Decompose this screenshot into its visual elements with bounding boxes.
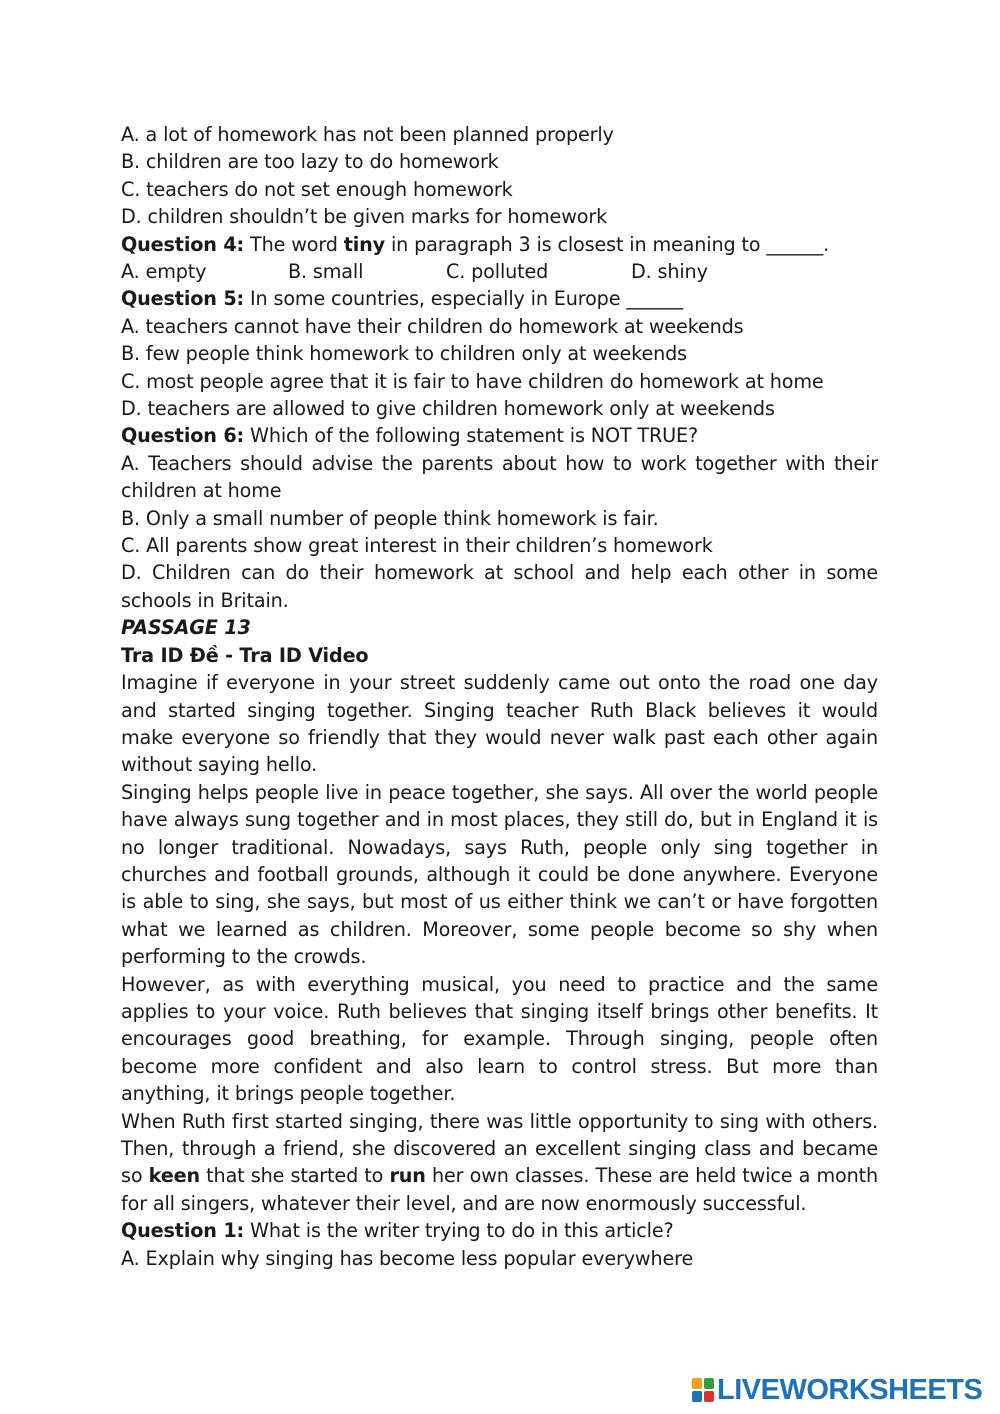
question-4-label: Question 4: [121,232,245,256]
passage-id-line[interactable] [121,642,878,669]
passage-13-question-1-label: Question 1: [121,1219,245,1243]
question-6 [121,422,878,449]
q6-option-d: D. Children can do their homework at school and help each other in some schools in Britain. [121,561,878,612]
q6-option-b: B. Only a small number of people think homework is fair. [121,506,659,530]
question-5 [121,285,878,312]
logo-square-2 [704,1378,714,1389]
worksheet-page [121,121,878,1272]
passage-paragraph-2: Singing helps people live in peace together, she says. All over the world people have always sung together and in most places, they still do, but in England it is no longer traditional. Nowadays, says Ruth, people only sing together in churches and football grounds, although it could be done anywhere. Everyone is able to sing, she says, but most of us either think we can’t or have forgotten what we learned as children. Moreover, some people become so shy when performing to the crowds. [121,780,878,969]
question-4-text-after: in paragraph 3 is closest in meaning to ______. [385,232,829,256]
liveworksheets-logo-text: LIVEWORKSHEETS [717,1374,983,1406]
q4-option-d: D. shiny [631,260,708,284]
question-5-text: In some countries, especially in Europe ______ [244,287,683,311]
q6-option-c: C. All parents show great interest in their children’s homework [121,534,713,558]
q5-option-a: A. teachers cannot have their children do homework at weekends [121,314,744,338]
question-5-label: Question 5: [121,287,245,311]
passage-13-q1-option-a: A. Explain why singing has become less popular everywhere [121,1246,694,1270]
q4-option-b: B. small [288,260,364,284]
q5-option-d: D. teachers are allowed to give children homework only at weekends [121,397,775,421]
passage-13-question-1 [121,1217,878,1244]
q4-option-a: A. empty [121,260,207,284]
logo-square-3 [692,1391,702,1402]
passage-id-link[interactable]: Tra ID Đề - Tra ID Video [121,643,369,667]
q5-option-b: B. few people think homework to children only at weekends [121,342,687,366]
passage-paragraph-4 [121,1108,878,1218]
question-4-text-before: The word [244,232,344,256]
passage-13-question-1-text: What is the writer trying to do in this article? [244,1219,674,1243]
question-4 [121,231,878,258]
q3-option-c: C. teachers do not set enough homework [121,177,513,201]
paragraph-4-keyword-run: run [389,1164,426,1188]
q6-option-a: A. Teachers should advise the parents about how to work together with their children at home [121,451,878,503]
logo-square-4 [704,1391,714,1402]
q3-option-a: A. a lot of homework has not been planned properly [121,123,614,146]
paragraph-4-part-3: her own classes. These are held twice a month for all singers, whatever their level, and are now enormously successful. [121,1164,878,1215]
paragraph-4-part-2: that she started to [199,1164,390,1188]
passage-paragraph-1: Imagine if everyone in your street suddenly came out onto the road one day and started singing together. Singing teacher Ruth Black believes it would make everyone so friendly that they would never walk past each other again without saying hello. [121,671,878,777]
q3-option-b: B. children are too lazy to do homework [121,150,499,174]
liveworksheets-logo [692,1375,982,1405]
logo-square-1 [692,1378,702,1389]
paragraph-4-part-1: When Ruth first started singing, there was little opportunity to sing with others. Then, through a friend, she discovered an excellent singing class and became so [121,1109,878,1188]
passage-paragraph-3: However, as with everything musical, you need to practice and the same applies to your voice. Ruth believes that singing itself brings other benefits. It encourages good breathing, for example. Through singing, people often become more confident and also learn to control stress. But more than anything, it brings people together. [121,972,878,1106]
question-4-options [121,258,878,285]
q5-option-c: C. most people agree that it is fair to have children do homework at home [121,369,824,393]
paragraph-4-keyword-keen: keen [148,1164,200,1188]
q3-option-d: D. children shouldn’t be given marks for homework [121,205,608,229]
question-6-label: Question 6: [121,424,245,448]
passage-title: PASSAGE 13 [121,616,251,640]
q4-option-c: C. polluted [446,260,549,284]
question-4-keyword: tiny [343,232,386,256]
liveworksheets-logo-icon [692,1378,714,1402]
question-6-text: Which of the following statement is NOT TRUE? [244,424,699,448]
